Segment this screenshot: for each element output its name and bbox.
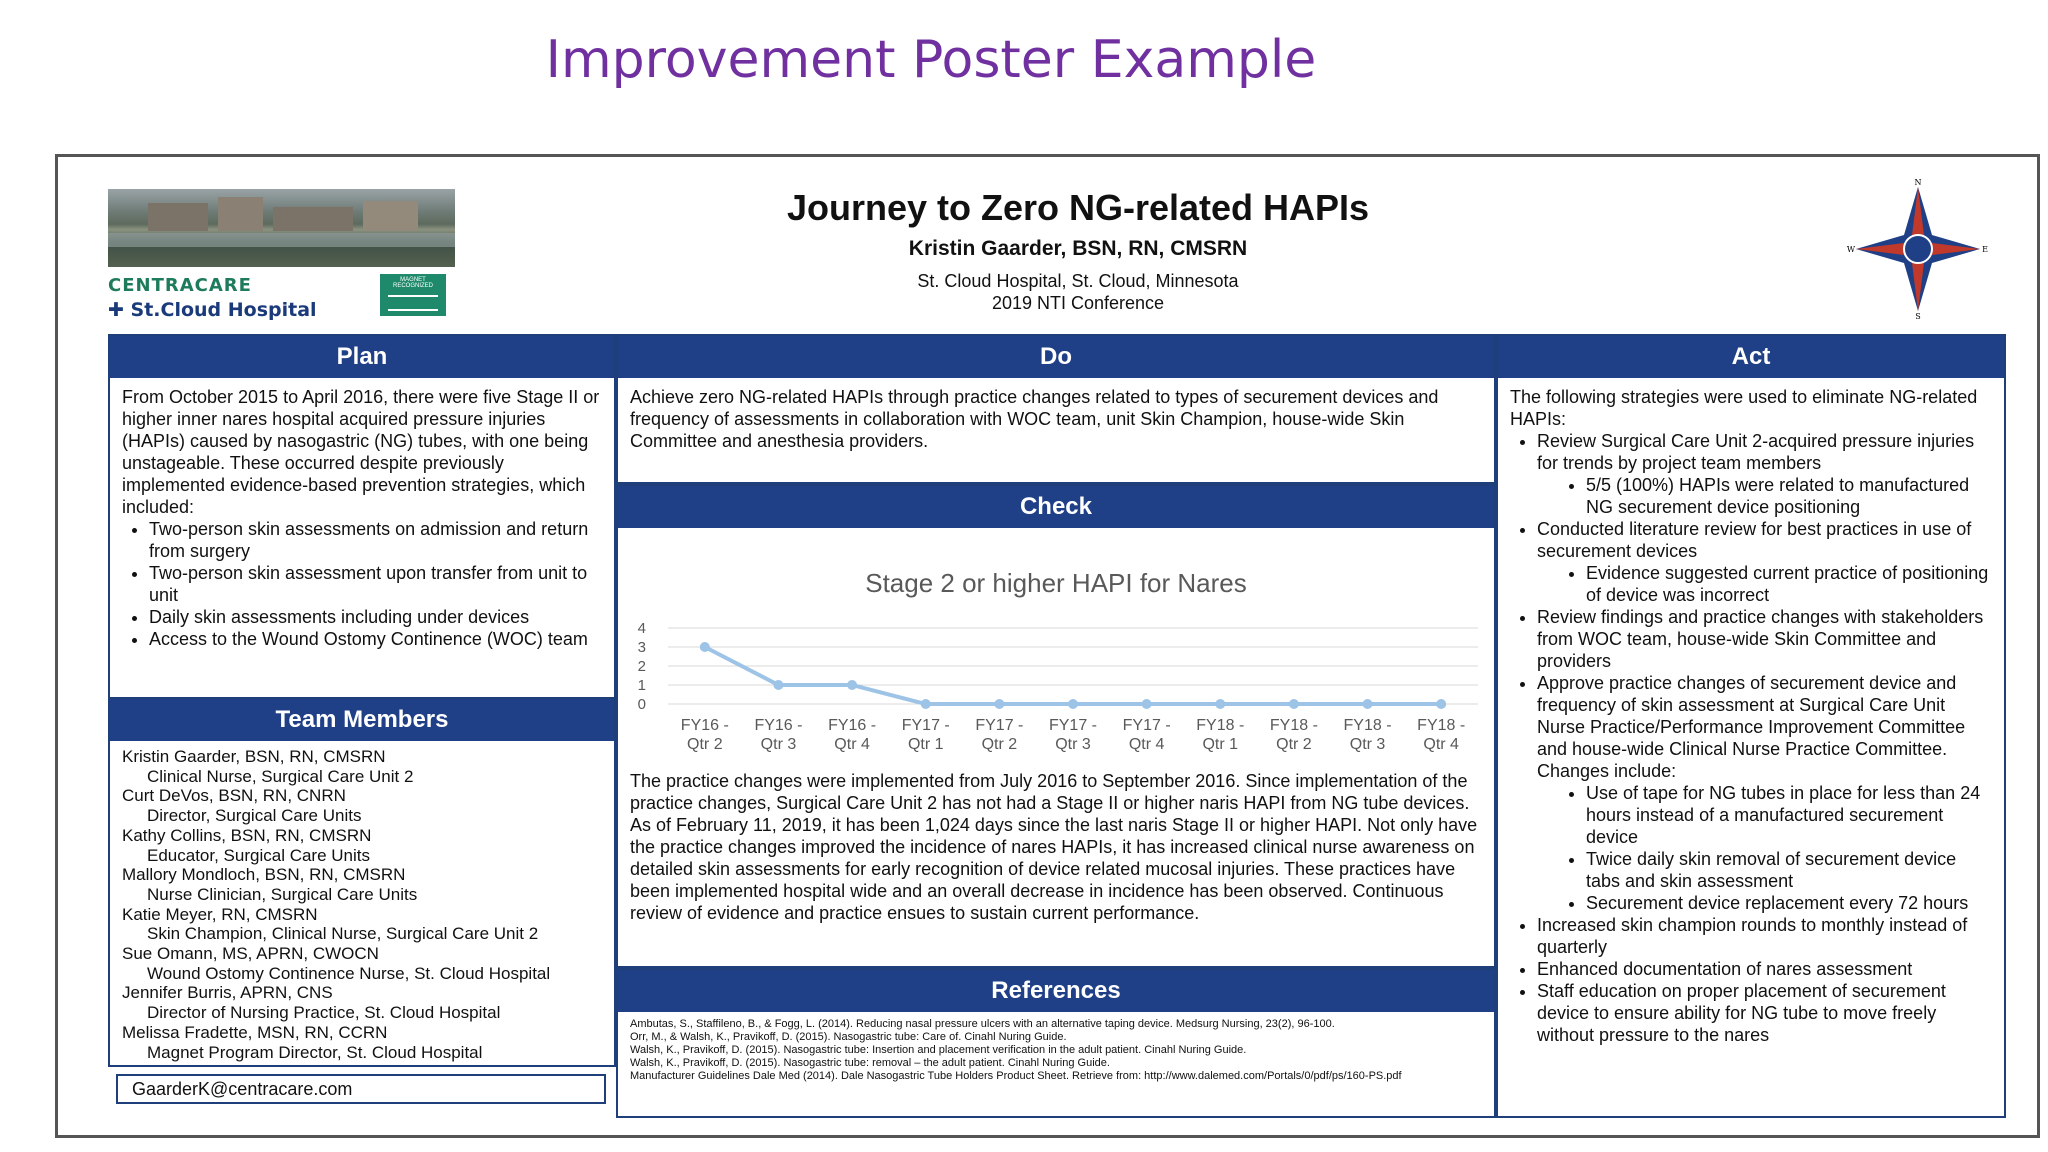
data-point bbox=[773, 680, 783, 690]
plan-bullet: • Daily skin assessments including under devices bbox=[149, 606, 602, 628]
compass-icon bbox=[1848, 179, 1988, 319]
plan-bullets bbox=[122, 518, 602, 650]
act-item-text: Enhanced documentation of nares assessment bbox=[1537, 959, 1913, 979]
member-role: Educator, Surgical Care Units bbox=[147, 845, 370, 865]
act-subitem: • Securement device replacement every 72 hours bbox=[1586, 892, 1992, 914]
y-tick-label: 0 bbox=[637, 696, 646, 713]
reference-item: Walsh, K., Pravikoff, D. (2015). Nasogastric tube: Insertion and placement verification in the adult patient. Cinahl Nuring Guide. bbox=[630, 1044, 1247, 1056]
x-tick-label: FY17 - bbox=[975, 717, 1024, 734]
act-intro: The following strategies were used to eliminate NG-related HAPIs: bbox=[1510, 387, 1978, 429]
plan-bullet: • Two-person skin assessment upon transfer from unit to unit bbox=[149, 562, 602, 606]
plan-header: Plan bbox=[110, 336, 614, 378]
y-tick-label: 4 bbox=[637, 620, 646, 637]
compass-e: E bbox=[1982, 245, 1988, 254]
chart-title: Stage 2 or higher HAPI for Nares bbox=[865, 568, 1247, 598]
x-tick-label: FY18 - bbox=[1343, 717, 1392, 734]
plan-bullet: • Access to the Wound Ostomy Continence (WOC) team bbox=[149, 628, 602, 650]
x-tick-label: FY16 - bbox=[754, 717, 803, 734]
check-text: The practice changes were implemented from July 2016 to September 2016. Since implementation of the practice changes, Surgical Care Unit 2 has not had a Stage II or higher naris HAPI from NG tube devices. As of February 11, 2019, it has been 1,024 days since the last naris Stage II or higher HAPI. Not only have the practice changes improved the incidence of nares HAPIs, it has increased clinical nurse awareness on detailed skin assessments for early recognition of device related mucosal injuries. These practices have been implemented hospital wide and an overall decrease in incidence has been observed. Continuous review of evidence and practice ensues to sustain current performance. bbox=[630, 771, 1478, 923]
x-tick-label: FY18 - bbox=[1196, 717, 1245, 734]
x-tick-label: Qtr 4 bbox=[834, 736, 870, 753]
act-section bbox=[1496, 334, 2006, 1118]
x-tick-label: FY17 - bbox=[1048, 717, 1098, 734]
act-item-text: Review Surgical Care Unit 2-acquired pressure injuries for trends by project team members bbox=[1537, 431, 1975, 473]
conference-line: 2019 NTI Conference bbox=[991, 293, 1165, 313]
do-header: Do bbox=[618, 336, 1494, 378]
x-tick-label: FY18 - bbox=[1269, 717, 1318, 734]
compass-w: W bbox=[1846, 245, 1856, 254]
x-tick-label: FY16 - bbox=[828, 717, 877, 734]
poster-affiliation bbox=[658, 270, 1498, 314]
reference-item: Orr, M., & Walsh, K., Pravikoff, D. (2015). Nasogastric tube: Care of. Cinahl Nuring Guide. bbox=[630, 1031, 1067, 1043]
data-point bbox=[847, 680, 857, 690]
poster-title: Journey to Zero NG-related HAPIs bbox=[786, 187, 1370, 228]
x-tick-label: Qtr 2 bbox=[1276, 736, 1312, 753]
references-list bbox=[618, 1012, 1494, 1089]
check-header: Check bbox=[618, 486, 1494, 528]
act-item-text: Review findings and practice changes with stakeholders from WOC team, house-wide Skin Committee and providers bbox=[1537, 607, 1984, 671]
team-section bbox=[108, 697, 616, 1067]
act-subitem: • Twice daily skin removal of securement device tabs and skin assessment bbox=[1586, 848, 1992, 892]
logo-line1: CENTRACARE bbox=[108, 275, 252, 296]
x-tick-label: Qtr 4 bbox=[1128, 736, 1165, 753]
member-role: Director, Surgical Care Units bbox=[147, 806, 362, 826]
plan-section bbox=[108, 334, 616, 699]
hapi-chart bbox=[618, 528, 1494, 768]
plan-bullet: • Two-person skin assessments on admission and return from surgery bbox=[149, 518, 602, 562]
x-tick-label: FY17 - bbox=[901, 717, 950, 734]
x-tick-label: Qtr 1 bbox=[907, 736, 944, 753]
x-tick-label: Qtr 2 bbox=[687, 736, 723, 753]
references-section bbox=[616, 968, 1496, 1118]
poster bbox=[55, 154, 2040, 1138]
member-name: Sue Omann, MS, APRN, CWOCN bbox=[122, 944, 379, 964]
x-tick-label: Qtr 4 bbox=[1423, 736, 1459, 753]
member-role: Nurse Clinician, Surgical Care Units bbox=[147, 884, 418, 904]
x-tick-label: Qtr 3 bbox=[760, 736, 797, 753]
member-role: Skin Champion, Clinical Nurse, Surgical Care Unit 2 bbox=[147, 924, 539, 944]
affiliation-line: St. Cloud Hospital, St. Cloud, Minnesota bbox=[917, 271, 1239, 291]
centracare-logo bbox=[108, 275, 317, 321]
data-point bbox=[1289, 699, 1299, 709]
act-item-text: Conducted literature review for best practices in use of securement devices bbox=[1537, 519, 1972, 561]
reference-item: Walsh, K., Pravikoff, D. (2015). Nasogastric tube: removal – the adult patient. Cinahl Nuring Guide. bbox=[630, 1057, 1110, 1069]
data-point bbox=[994, 699, 1004, 709]
y-tick-label: 1 bbox=[637, 677, 646, 694]
act-item bbox=[1537, 606, 1992, 672]
series-line bbox=[705, 647, 1441, 704]
x-tick-label: FY18 - bbox=[1417, 717, 1466, 734]
x-tick-label: FY16 - bbox=[680, 717, 729, 734]
data-point bbox=[1068, 699, 1078, 709]
hospital-photo bbox=[108, 189, 455, 267]
data-point bbox=[1363, 699, 1373, 709]
slide-title: Improvement Poster Example bbox=[545, 30, 1317, 90]
plan-intro: From October 2015 to April 2016, there were five Stage II or higher inner nares hospital acquired pressure injuries (HAPIs) caused by nasogastric (NG) tubes, with one being unstageable. These occurred despite previously implemented evidence-based prevention strategies, which included: bbox=[122, 387, 600, 517]
act-item bbox=[1537, 914, 1992, 958]
act-item bbox=[1537, 672, 1992, 914]
act-subitem: • Evidence suggested current practice of positioning of device was incorrect bbox=[1586, 562, 1992, 606]
act-item bbox=[1537, 430, 1992, 518]
act-subitem: • 5/5 (100%) HAPIs were related to manufactured NG securement device positioning bbox=[1586, 474, 1992, 518]
team-header: Team Members bbox=[110, 699, 614, 741]
y-tick-label: 2 bbox=[637, 658, 646, 675]
act-body bbox=[1498, 378, 2004, 1054]
member-name: Kristin Gaarder, BSN, RN, CMSRN bbox=[122, 747, 386, 766]
member-name: Curt DeVos, BSN, RN, CNRN bbox=[122, 786, 346, 806]
member-role: Magnet Program Director, St. Cloud Hospital bbox=[147, 1042, 483, 1062]
data-point bbox=[1215, 699, 1225, 709]
data-point bbox=[700, 642, 710, 652]
member-role: Clinical Nurse, Surgical Care Unit 2 bbox=[147, 766, 414, 786]
x-tick-label: Qtr 2 bbox=[981, 736, 1018, 753]
act-item-text: Approve practice changes of securement device and frequency of skin assessment at Surgical Care Unit Nurse Practice/Performance Improvement Committee and house-wide Clinical Nurse Practice Committee. Changes include: bbox=[1537, 673, 1966, 781]
member-name: Kathy Collins, BSN, RN, CMSRN bbox=[122, 825, 372, 845]
hapi-chart-svg bbox=[618, 528, 1494, 768]
references-header: References bbox=[618, 970, 1494, 1012]
data-point bbox=[921, 699, 931, 709]
member-name: Katie Meyer, RN, CMSRN bbox=[122, 904, 318, 924]
data-point bbox=[1142, 699, 1152, 709]
x-tick-label: Qtr 1 bbox=[1202, 736, 1239, 753]
member-role: Director of Nursing Practice, St. Cloud Hospital bbox=[147, 1003, 501, 1023]
contact-email[interactable]: GaarderK@centracare.com bbox=[116, 1074, 606, 1104]
check-section bbox=[616, 484, 1496, 968]
team-list bbox=[110, 741, 614, 1068]
member-name: Mallory Mondloch, BSN, RN, CMSRN bbox=[122, 865, 406, 885]
act-header: Act bbox=[1498, 336, 2004, 378]
data-point bbox=[1436, 699, 1446, 709]
x-tick-label: Qtr 3 bbox=[1349, 736, 1386, 753]
x-tick-label: Qtr 3 bbox=[1055, 736, 1091, 753]
act-item-text: Staff education on proper placement of securement device to ensure ability for NG tube to move freely without pressure to the nares bbox=[1537, 981, 1946, 1045]
compass-n: N bbox=[1914, 178, 1922, 187]
magnet-logo-text: MAGNET RECOGNIZED bbox=[392, 277, 433, 289]
act-item bbox=[1537, 980, 1992, 1046]
act-list bbox=[1510, 430, 1992, 1046]
do-section bbox=[616, 334, 1496, 484]
member-name: Jennifer Burris, APRN, CNS bbox=[122, 983, 333, 1003]
act-item bbox=[1537, 518, 1992, 606]
act-item bbox=[1537, 958, 1992, 980]
plan-body bbox=[110, 378, 614, 658]
magnet-logo bbox=[380, 274, 446, 316]
act-item-text: Increased skin champion rounds to monthly instead of quarterly bbox=[1537, 915, 1968, 957]
reference-item: Manufacturer Guidelines Dale Med (2014). Dale Nasogastric Tube Holders Product Sheet. Retrieve from: http://www.dalemed.com/Portals/0/pdf/ps/160-PS.pdf bbox=[630, 1070, 1402, 1082]
do-text: Achieve zero NG-related HAPIs through practice changes related to types of securement devices and frequency of assessments in collaboration with WOC team, unit Skin Champion, house-wide Skin Committee and anesthesia providers. bbox=[630, 387, 1439, 451]
x-tick-label: FY17 - bbox=[1122, 717, 1171, 734]
act-subitem: • Use of tape for NG tubes in place for less than 24 hours instead of a manufactured securement device bbox=[1586, 782, 1992, 848]
member-name: Melissa Fradette, MSN, RN, CCRN bbox=[122, 1022, 388, 1042]
compass-s: S bbox=[1915, 312, 1921, 321]
logo-line2: ✚ St.Cloud Hospital bbox=[108, 299, 317, 321]
reference-item: Ambutas, S., Staffileno, B., & Fogg, L. (2014). Reducing nasal pressure ulcers with an alternative taping device. Medsurg Nursing, 23(2), 96-100. bbox=[630, 1018, 1335, 1030]
poster-author: Kristin Gaarder, BSN, RN, CMSRN bbox=[908, 237, 1248, 260]
y-tick-label: 3 bbox=[637, 639, 646, 656]
member-role: Wound Ostomy Continence Nurse, St. Cloud Hospital bbox=[147, 963, 551, 983]
